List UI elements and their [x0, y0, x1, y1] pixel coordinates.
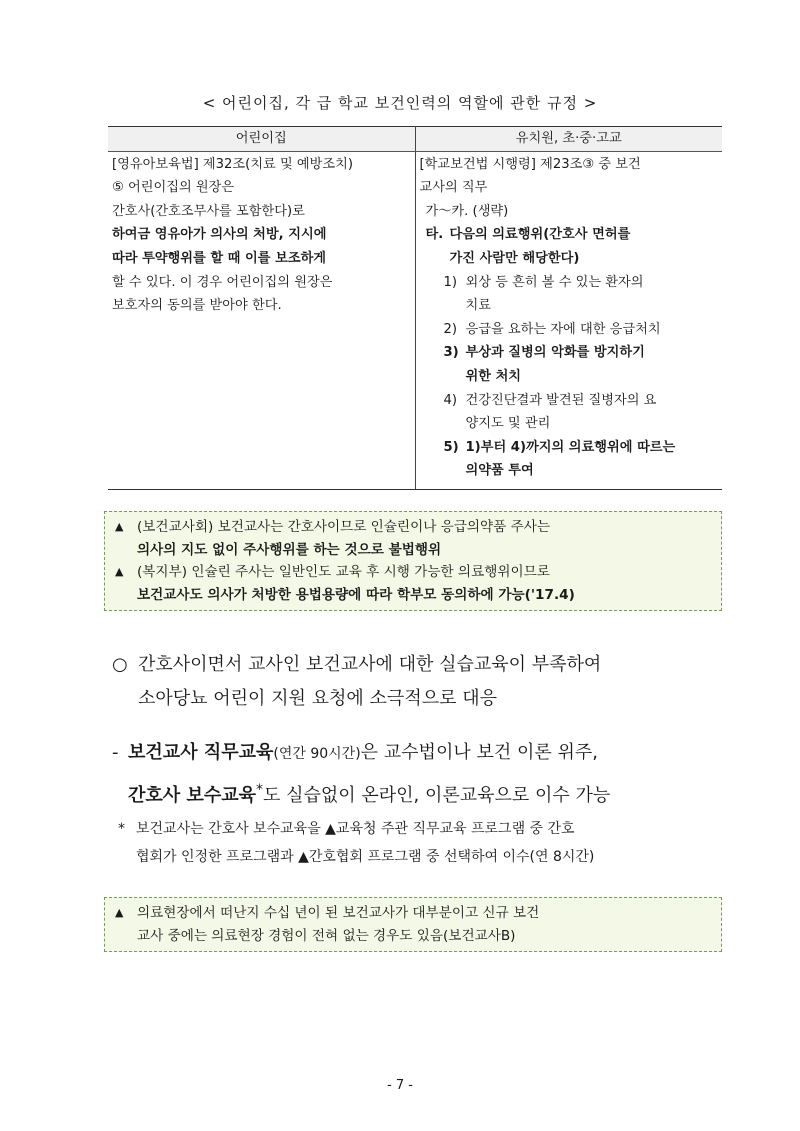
note-text-line: 보건교사도 의사가 처방한 용법용량에 따라 학부모 동의하에 가능('17.4): [137, 586, 575, 603]
dash-marker: -: [112, 742, 119, 763]
opinion-note-box: [104, 511, 722, 611]
item-text: 다음의 의료행위(간호사 면허를: [449, 227, 631, 243]
teacher-comment-box: [104, 897, 722, 952]
table-header-row: [108, 127, 722, 152]
section-title: < 어린이집, 각 급 학교 보건인력의 역할에 관한 규정 >: [202, 94, 598, 112]
triangle-bullet-icon: ▲: [115, 906, 124, 919]
subitem-number: 3): [443, 345, 459, 361]
footnote-text-line: 협회가 인정한 프로그램과 ▲간호협회 프로그램 중 선택하여 이수(연 8시간): [136, 849, 595, 865]
subitem-text: 응급을 요하는 자에 대한 응급처치: [465, 321, 661, 337]
note-text-line: 의료현장에서 떠난지 수십 년이 된 보건교사가 대부분이고 신규 보건: [137, 905, 540, 921]
dash-text: 은 교수법이나 보건 이론 위주,: [360, 742, 598, 763]
page-number: - 7 -: [387, 1078, 413, 1093]
bullet-text-line: 간호사이면서 교사인 보건교사에 대한 실습교육이 부족하여: [138, 654, 602, 675]
note-text-line: 의사의 지도 없이 주사행위를 하는 것으로 불법행위: [137, 541, 442, 558]
subitem-number: 2): [443, 321, 458, 337]
dash-text-bold: 보건교사 직무교육: [128, 742, 274, 763]
school-item-ta-cont: 가진 사람만 해당한다): [449, 250, 580, 266]
school-item-ta: [420, 223, 719, 247]
school-subitem: [420, 389, 719, 413]
school-omitted-items: 가～카. (생략): [425, 203, 509, 219]
daycare-law-title: [영유아보육법] 제32조(치료 및 예방조치): [112, 156, 354, 172]
school-law-title: [학교보건법 시행령] 제23조③ 중 보건: [419, 156, 641, 172]
note-item: [115, 902, 713, 947]
daycare-text-line: 간호사(간호조무사를 포함한다)로: [112, 203, 305, 219]
subitem-text: 부상과 질병의 악화를 방지하기: [465, 345, 645, 361]
asterisk-marker: *: [118, 821, 125, 837]
footnote-text-line: 보건교사는 간호사 보수교육을 ▲교육청 주관 직무교육 프로그램 중 간호: [136, 821, 575, 837]
subitem-number: 1): [443, 274, 458, 290]
triangle-bullet-icon: ▲: [115, 565, 124, 578]
daycare-text-line: 따라 투약행위를 할 때 이를 보조하게: [112, 250, 327, 266]
regulation-table: [108, 126, 722, 490]
circle-bullet-paragraph: [112, 648, 732, 716]
subitem-number: 5): [443, 439, 459, 455]
subitem-text: 1)부터 4)까지의 의료행위에 따르는: [465, 439, 676, 455]
header-daycare: 어린이집: [108, 127, 415, 152]
daycare-text-line: 보호자의 동의를 받아야 한다.: [112, 298, 282, 314]
school-subitem: [420, 341, 719, 365]
footnote: [118, 815, 728, 871]
daycare-text-line: ⑤ 어린이집의 원장은: [112, 180, 235, 196]
footnote-ref: *: [255, 782, 263, 798]
dash-paragraph: [112, 735, 732, 814]
school-subitem: [420, 318, 719, 342]
subitem-text-cont: 의약품 투여: [465, 463, 534, 479]
daycare-cell: [108, 151, 415, 489]
school-subitem: [420, 436, 719, 460]
subitem-text-cont: 양지도 및 관리: [465, 416, 551, 432]
note-item: [115, 516, 713, 561]
note-text-line: 교사 중에는 의료현장 경험이 전혀 없는 경우도 있음(보건교사B): [137, 927, 516, 944]
school-law-title-cont: 교사의 직무: [419, 180, 488, 196]
item-label: 타.: [425, 227, 444, 243]
dash-text-note: (연간 90시간): [273, 746, 361, 762]
circle-bullet-icon: ○: [112, 654, 128, 675]
subitem-text-cont: 치료: [465, 298, 491, 314]
dash-text: 도 실습없이 온라인, 이론교육으로 이수 가능: [262, 785, 611, 806]
dash-text-bold: 간호사 보수교육: [128, 785, 256, 806]
table-body-row: [108, 151, 722, 489]
subitem-text: 건강진단결과 발견된 질병자의 요: [465, 392, 657, 408]
note-text-line: (복지부) 인슐린 주사는 일반인도 교육 후 시행 가능한 의료행위이므로: [137, 564, 550, 580]
subitem-number: 4): [443, 392, 458, 408]
schools-cell: [415, 151, 722, 489]
subitem-text-cont: 위한 처치: [465, 368, 522, 384]
triangle-bullet-icon: ▲: [115, 520, 124, 533]
daycare-text-line: 할 수 있다. 이 경우 어린이집의 원장은: [112, 274, 333, 290]
note-text-line: (보건교사회) 보건교사는 간호사이므로 인슐린이나 응급의약품 주사는: [137, 519, 551, 535]
school-subitem: [420, 271, 719, 295]
header-schools: 유치원, 초·중·고교: [415, 127, 722, 152]
bullet-text-line: 소아당뇨 어린이 지원 요청에 소극적으로 대응: [138, 688, 497, 709]
daycare-text-line: 하여금 영유아가 의사의 처방, 지시에: [112, 227, 327, 243]
note-item: [115, 561, 713, 606]
subitem-text: 외상 등 흔히 볼 수 있는 환자의: [465, 274, 644, 290]
